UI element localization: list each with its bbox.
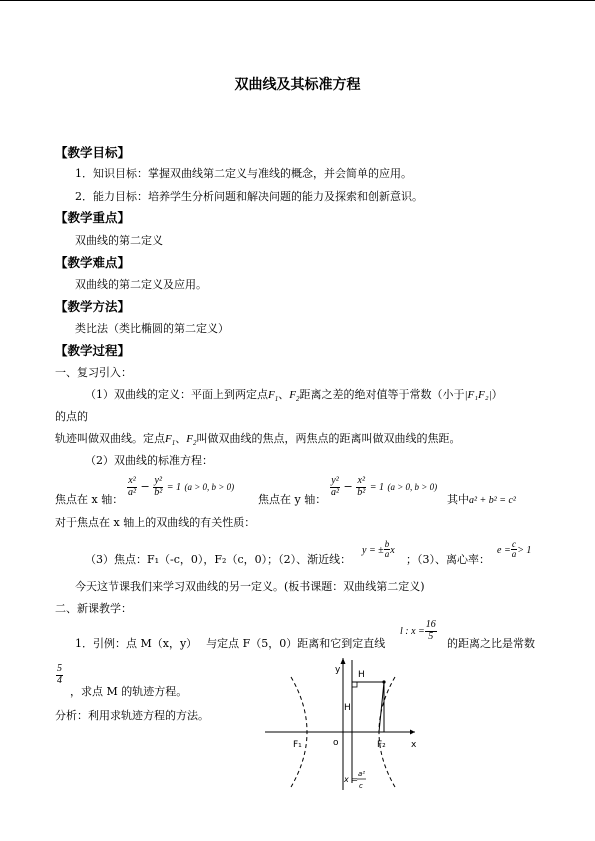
heading-key: 【教学重点】 — [55, 210, 131, 225]
equation-y-focus: $\frac{\text{y²}}{\text{a²}}$ − $\frac{\text{x²}}{\text{b²}}$ = 1 (a > 0, b > 0) — [331, 475, 438, 498]
relation: 其中a² + b² = c² — [447, 493, 516, 506]
focal-distance: |F₁F₂| — [464, 389, 492, 401]
y-axis-label: 焦点在 y 轴： — [258, 493, 327, 506]
properties-label: 对于焦点在 x 轴上的双曲线的有关性质： — [55, 516, 256, 529]
origin-label: o — [333, 738, 339, 748]
x-axis-label: x — [411, 740, 417, 750]
example-prefix: 1．引例：点 M（x，y） 与定点 F（5，0）距离和它到定直线 — [75, 637, 386, 650]
method-text: 类比法（类比椭圆的第二定义） — [75, 322, 229, 335]
new-lesson-heading: 二、新课教学： — [55, 602, 132, 615]
definition-line — [85, 388, 503, 404]
h-label-mid: H — [344, 703, 351, 713]
definition-line-3: 轨迹叫做双曲线。定点$F_1$、$F_2$叫做双曲线的焦点，两焦点的距离叫做双曲线的焦距。 — [55, 432, 461, 448]
directrix-label: x = — [344, 775, 358, 784]
analysis-text: 分析：利用求轨迹方程的方法。 — [55, 709, 209, 722]
top-border — [0, 0, 595, 1]
f1-label: F₁ — [293, 740, 302, 750]
definition-line-2: 的点的 — [55, 410, 88, 423]
constant-five-fourths: $\frac{5}{4}$ — [57, 663, 62, 686]
hyperbola-figure — [265, 655, 425, 795]
focus-f1: $F_1$ — [268, 389, 279, 404]
f2-label: F₂ — [377, 740, 386, 750]
directrix-num: a² — [358, 770, 366, 778]
heading-method: 【教学方法】 — [55, 299, 131, 314]
asymptote-equation: y = ± $\frac{b}{a}$ x — [362, 539, 395, 560]
example-suffix: 的距离之比是常数 — [447, 637, 535, 650]
definition-prefix: （1）双曲线的定义：平面上到两定点 — [85, 388, 268, 401]
focus-f2: $F_2$ — [289, 389, 300, 404]
heading-difficulty: 【教学难点】 — [55, 255, 131, 270]
foci-text: （3）焦点：F₁（-c，0），F₂（c，0）；（2）、渐近线： — [85, 553, 352, 566]
segment-mf — [379, 682, 384, 732]
goal-item-1: 1．知识目标：掌握双曲线第二定义与准线的概念，并会简单的应用。 — [75, 167, 412, 180]
right-angle-mark — [352, 682, 357, 687]
review-heading: 一、复习引入： — [55, 366, 132, 379]
equation-x-focus: $\frac{\text{x²}}{\text{a²}}$ − $\frac{\text{y²}}{\text{b²}}$ = 1 (a > 0, b > 0) — [128, 475, 235, 498]
separator: 、 — [278, 388, 290, 401]
heading-process: 【教学过程】 — [55, 343, 131, 358]
goal-item-2: 2．能力目标：培养学生分析问题和解决问题的能力及探索和创新意识。 — [75, 190, 423, 203]
y-axis-arrow — [341, 658, 346, 664]
x-axis-arrow — [410, 730, 415, 735]
definition-end: ） — [491, 388, 503, 401]
key-text: 双曲线的第二定义 — [75, 234, 163, 247]
eccentricity-equation: e = $\frac{c}{a}$ > 1 — [497, 539, 532, 560]
directrix-equation: l : x = $\frac{16}{5}$ — [400, 619, 436, 642]
example-line-2: ，求点 M 的轨迹方程。 — [70, 685, 188, 698]
page-title: 双曲线及其标准方程 — [234, 77, 361, 93]
y-axis-label: y — [335, 665, 341, 675]
directrix-den: c — [359, 782, 363, 790]
heading-goals: 【教学目标】 — [55, 145, 131, 160]
point-m — [382, 680, 385, 683]
today-text: 今天这节课我们来学习双曲线的另一定义。(板书课题：双曲线第二定义) — [75, 580, 425, 593]
difficulty-text: 双曲线的第二定义及应用。 — [75, 278, 207, 291]
x-axis-label: 焦点在 x 轴： — [55, 493, 124, 506]
standard-equation-label: （2）双曲线的标准方程： — [85, 454, 213, 467]
h-label-top: H — [358, 670, 365, 680]
definition-mid: 距离之差的绝对值等于常数（小于 — [299, 388, 465, 401]
eccentricity-label: ；（3）、离心率： — [406, 553, 490, 566]
